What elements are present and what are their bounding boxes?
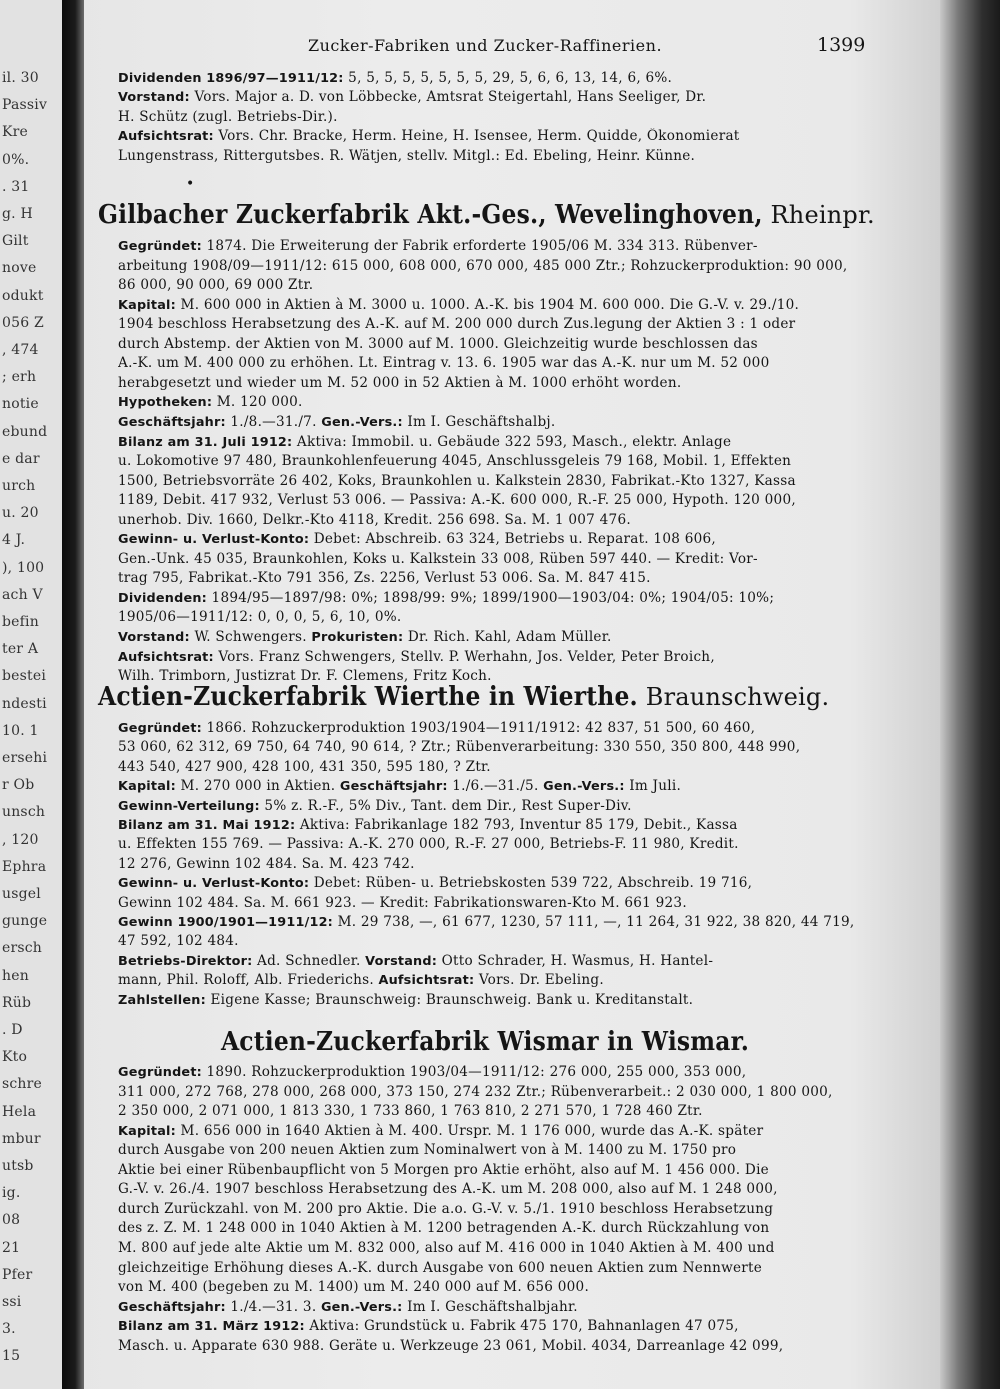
text-line bbox=[118, 336, 888, 353]
field-text: W. Schwengers. bbox=[189, 629, 312, 645]
field-label: Bilanz am 31. Mai 1912: bbox=[118, 818, 296, 833]
text-line bbox=[118, 590, 888, 607]
left-page-text-fragment: , 474 bbox=[2, 342, 39, 358]
field-text: 5, 5, 5, 5, 5, 5, 5, 5, 29, 5, 6, 6, 13, 14, 6, 6%. bbox=[343, 70, 673, 86]
left-page-text-fragment: ; erh bbox=[2, 369, 37, 386]
field-label: Prokuristen: bbox=[311, 630, 404, 645]
field-text: Vors. Major a. D. von Löbbecke, Amtsrat Steigertahl, Hans Seeliger, Dr. bbox=[189, 89, 707, 106]
field-label: Geschäftsjahr: bbox=[118, 1299, 226, 1315]
page-edge bbox=[940, 0, 1000, 1389]
field-text: 1890. Rohzuckerproduktion 1903/04—1911/12: 276 000, 255 000, 353 000, bbox=[201, 1064, 747, 1080]
field-text: 311 000, 272 768, 278 000, 268 000, 373 150, 274 232 Ztr.; Rübenverarbeit.: 2 030 000, 1 800 000, bbox=[118, 1083, 833, 1100]
field-text: 1189, Debit. 417 932, Verlust 53 006. — Passiva: A.-K. 600 000, R.-F. 25 000, Hypoth. 120 000, bbox=[118, 492, 796, 509]
field-text: M. 120 000. bbox=[212, 394, 303, 411]
field-label: Vorstand: bbox=[365, 953, 438, 969]
field-label: Vorstand: bbox=[118, 90, 190, 106]
field-label: Gegründet: bbox=[118, 239, 202, 254]
field-text: u. Effekten 155 769. — Passiva: A.-K. 270 000, R.-F. 27 000, Betriebs-F. 11 980, Kredit. bbox=[118, 836, 739, 853]
field-text: Debet: Rüben- u. Betriebskosten 539 722, Abschreib. 19 716, bbox=[309, 875, 753, 892]
left-page-text-fragment: ), 100 bbox=[2, 559, 45, 576]
field-text: herabgesetzt und wieder um M. 52 000 in 52 Aktien à M. 1000 erhöht worden. bbox=[118, 374, 682, 391]
field-label: Geschäftsjahr: bbox=[118, 414, 226, 430]
text-line bbox=[118, 1279, 888, 1296]
text-line bbox=[118, 972, 888, 989]
field-text: Ad. Schnedler. bbox=[252, 952, 366, 969]
page-number: 1399 bbox=[817, 34, 866, 56]
text-line bbox=[118, 1142, 888, 1159]
field-text: 1894/95—1897/98: 0%; 1898/99: 9%; 1899/1900—1903/04: 0%; 1904/05: 10%; bbox=[206, 589, 775, 606]
company-name: Actien-Zuckerfabrik Wismar in Wismar. bbox=[220, 1027, 750, 1057]
text-line bbox=[118, 297, 888, 314]
company-name: Gilbacher Zuckerfabrik Akt.-Ges., Wevelinghoven, bbox=[98, 200, 763, 230]
left-page-text-fragment: ersehi bbox=[2, 750, 48, 766]
field-text: 53 060, 62 312, 69 750, 64 740, 90 614, ? Ztr.; Rübenverarbeitung: 330 550, 350 800, 448 990, bbox=[118, 739, 801, 756]
text-line bbox=[118, 739, 888, 756]
field-text: durch Abstemp. der Aktien von M. 3000 auf M. 1000. Gleichzeitig wurde beschlossen das bbox=[118, 335, 758, 352]
left-page-text-fragment: g. H bbox=[2, 206, 33, 222]
field-text: Aktie bei einer Rübenbaupflicht von 5 Morgen pro Aktie erhöht, also auf M. 1 456 000. Die bbox=[118, 1161, 769, 1178]
field-text: Gewinn 102 484. Sa. M. 661 923. — Kredit: Fabrikationswaren-Kto M. 661 923. bbox=[118, 894, 687, 911]
left-page-text-fragment: Hela bbox=[2, 1103, 37, 1120]
text-line bbox=[118, 1123, 888, 1140]
left-page-text-fragment: usgel bbox=[2, 886, 41, 902]
text-line bbox=[118, 473, 888, 490]
left-page-text-fragment: 21 bbox=[2, 1239, 21, 1256]
left-page-text-fragment: urch bbox=[2, 478, 36, 494]
field-label: Gewinn- u. Verlust-Konto: bbox=[118, 876, 310, 892]
field-text: 12 276, Gewinn 102 484. Sa. M. 423 742. bbox=[118, 855, 415, 872]
left-page-text-fragment: ach V bbox=[2, 586, 43, 603]
left-page-text-fragment: bestei bbox=[2, 668, 47, 685]
field-text: 1866. Rohzuckerproduktion 1903/1904—1911/1912: 42 837, 51 500, 60 460, bbox=[201, 720, 756, 736]
field-text: durch Ausgabe von 200 neuen Aktien zum Nominalwert von à M. 1400 zu M. 1750 pro bbox=[118, 1142, 737, 1159]
field-text: trag 795, Fabrikat.-Kto 791 356, Zs. 2256, Verlust 53 006. Sa. M. 847 415. bbox=[118, 570, 651, 587]
field-label: Gen.-Vers.: bbox=[320, 1299, 403, 1315]
text-line bbox=[118, 355, 888, 372]
text-line bbox=[118, 875, 888, 892]
company-region: Rheinpr. bbox=[762, 201, 875, 229]
field-text: von M. 400 (begeben zu M. 1400) um M. 240 000 auf M. 656 000. bbox=[118, 1279, 590, 1296]
text-line bbox=[118, 798, 888, 815]
text-line bbox=[118, 1338, 888, 1355]
field-label: Kapital: bbox=[118, 1123, 176, 1139]
field-text: Im I. Geschäftshalbj. bbox=[402, 413, 556, 430]
field-text: Aktiva: Grundstück u. Fabrik 475 170, Bahnanlagen 47 075, bbox=[304, 1318, 739, 1335]
field-label: Gen.-Vers.: bbox=[543, 779, 625, 795]
left-page-text-fragment: . D bbox=[2, 1022, 23, 1038]
field-text: Debet: Abschreib. 63 324, Betriebs u. Reparat. 108 606, bbox=[309, 531, 716, 548]
field-text: G.-V. v. 26./4. 1907 beschloss Herabsetzung des A.-K. um M. 208 000, also auf M. 1 248 000, bbox=[118, 1181, 778, 1198]
left-page-text-fragment: e dar bbox=[2, 450, 40, 467]
field-text: 5% z. R.-F., 5% Div., Tant. dem Dir., Rest Super-Div. bbox=[259, 797, 632, 814]
field-text: M. 270 000 in Aktien. bbox=[175, 778, 340, 795]
field-text: 1904 beschloss Herabsetzung des A.-K. auf M. 200 000 durch Zus.legung der Aktien 3 : 1 oder bbox=[118, 316, 796, 333]
text-line bbox=[118, 109, 888, 126]
left-page-fragment bbox=[0, 0, 62, 1389]
field-text: Lungenstrass, Rittergutsbes. R. Wätjen, stellv. Mitgl.: Ed. Ebeling, Heinr. Künne. bbox=[118, 147, 696, 164]
left-page-text-fragment: 3. bbox=[2, 1321, 16, 1338]
text-line bbox=[118, 1084, 888, 1101]
field-text: Im Juli. bbox=[624, 778, 682, 795]
text-line bbox=[118, 1201, 888, 1218]
left-page-text-fragment: Kre bbox=[2, 124, 29, 141]
field-text: Vors. Chr. Bracke, Herm. Heine, H. Isensee, Herm. Quidde, Ökonomierat bbox=[213, 128, 740, 145]
field-text: u. Lokomotive 97 480, Braunkohlenfeuerung 4045, Anschlussgeleis 79 168, Mobil. 1, Effekten bbox=[118, 453, 792, 470]
field-label: Kapital: bbox=[118, 779, 176, 795]
text-line bbox=[118, 649, 888, 666]
field-text: 1./6.—31./5. bbox=[447, 778, 544, 795]
field-label: Betriebs-Direktor: bbox=[118, 953, 253, 969]
left-page-text-fragment: Rüb bbox=[2, 994, 32, 1011]
field-label: Gen.-Vers.: bbox=[321, 414, 403, 430]
text-line bbox=[118, 992, 888, 1009]
field-text: A.-K. um M. 400 000 zu erhöhen. Lt. Eintrag v. 13. 6. 1905 war das A.-K. nur um M. 52 000 bbox=[118, 355, 770, 372]
text-line bbox=[118, 1162, 888, 1179]
field-label: Geschäftsjahr: bbox=[339, 779, 448, 795]
field-label: Vorstand: bbox=[118, 630, 190, 645]
text-line bbox=[118, 1299, 888, 1316]
text-line bbox=[118, 414, 888, 431]
field-text: M. 800 auf jede alte Aktie um M. 832 000, also auf M. 416 000 in 1040 Aktien à M. 400 und bbox=[118, 1239, 775, 1256]
text-line bbox=[118, 914, 888, 931]
text-line bbox=[118, 1240, 888, 1257]
text-line bbox=[118, 1260, 888, 1277]
field-label: Aufsichtsrat: bbox=[118, 649, 214, 665]
field-text: Vors. Franz Schwengers, Stellv. P. Werhahn, Jos. Velder, Peter Broich, bbox=[213, 648, 715, 665]
text-line bbox=[118, 512, 888, 529]
left-page-text-fragment: mbur bbox=[2, 1130, 41, 1147]
field-text: Aktiva: Immobil. u. Gebäude 322 593, Masch., elektr. Anlage bbox=[292, 433, 732, 450]
text-line bbox=[118, 89, 888, 106]
title-gilbacher bbox=[98, 200, 898, 230]
field-text: Gen.-Unk. 45 035, Braunkohlen, Koks u. Kalkstein 33 008, Rüben 597 440. — Kredit: Vor- bbox=[118, 550, 758, 567]
text-line bbox=[118, 148, 888, 165]
field-text: unerhob. Div. 1660, Delkr.-Kto 4118, Kredit. 256 698. Sa. M. 1 007 476. bbox=[118, 511, 631, 528]
left-page-text-fragment: . 31 bbox=[2, 178, 30, 195]
text-line bbox=[118, 895, 888, 912]
book-gutter bbox=[62, 0, 84, 1389]
text-line bbox=[118, 531, 888, 548]
left-page-text-fragment: unsch bbox=[2, 804, 46, 821]
text-line bbox=[118, 434, 888, 451]
field-text: 47 592, 102 484. bbox=[118, 933, 239, 950]
running-title: Zucker-Fabriken und Zucker-Raffinerien. bbox=[307, 36, 663, 55]
left-page-text-fragment: 056 Z bbox=[2, 314, 44, 331]
field-text: Otto Schrader, H. Wasmus, H. Hantel- bbox=[437, 952, 714, 969]
text-line bbox=[118, 277, 888, 294]
text-line bbox=[118, 1103, 888, 1120]
text-line bbox=[118, 316, 888, 333]
text-line bbox=[118, 1064, 888, 1081]
text-line bbox=[118, 375, 888, 392]
field-text: Aktiva: Fabrikanlage 182 793, Inventur 85 179, Debit., Kassa bbox=[295, 817, 738, 833]
left-page-text-fragment: Passiv bbox=[2, 97, 48, 114]
field-text: Vors. Dr. Ebeling. bbox=[474, 972, 604, 989]
field-text: Eigene Kasse; Braunschweig: Braunschweig. Bank u. Kreditanstalt. bbox=[205, 991, 694, 1008]
text-line bbox=[118, 551, 888, 568]
field-text: Dr. Rich. Kahl, Adam Müller. bbox=[403, 629, 612, 645]
text-line bbox=[118, 70, 888, 87]
text-line bbox=[118, 258, 888, 275]
text-line bbox=[118, 720, 888, 737]
field-label: Gewinn- u. Verlust-Konto: bbox=[118, 532, 310, 548]
text-line bbox=[118, 238, 888, 255]
text-line bbox=[118, 953, 888, 970]
company-name: Actien-Zuckerfabrik Wierthe in Wierthe. bbox=[98, 682, 638, 712]
left-page-text-fragment: utsb bbox=[2, 1158, 34, 1174]
left-page-text-fragment: 08 bbox=[2, 1212, 21, 1229]
text-line bbox=[118, 856, 888, 873]
text-line bbox=[118, 128, 888, 145]
left-page-text-fragment: gunge bbox=[2, 913, 48, 930]
left-page-text-fragment: ssi bbox=[2, 1294, 22, 1310]
left-page-text-fragment: Kto bbox=[2, 1049, 28, 1066]
field-text: 86 000, 90 000, 69 000 Ztr. bbox=[118, 277, 314, 294]
field-label: Gegründet: bbox=[118, 1065, 202, 1080]
field-text: 1905/06—1911/12: 0, 0, 0, 5, 6, 10, 0%. bbox=[118, 609, 402, 626]
text-line bbox=[118, 933, 888, 950]
field-text: H. Schütz (zugl. Betriebs-Dir.). bbox=[118, 108, 338, 125]
left-page-text-fragment: ter A bbox=[2, 641, 39, 658]
text-line bbox=[118, 1220, 888, 1237]
text-line bbox=[118, 778, 888, 795]
field-label: Aufsichtsrat: bbox=[118, 129, 214, 145]
left-page-text-fragment: ig. bbox=[2, 1185, 21, 1202]
text-line bbox=[118, 1318, 888, 1335]
company-region: Braunschweig. bbox=[637, 683, 830, 711]
field-label: Bilanz am 31. Juli 1912: bbox=[118, 434, 293, 450]
field-text: Im I. Geschäftshalbjahr. bbox=[402, 1298, 578, 1315]
field-text: 1874. Die Erweiterung der Fabrik erforderte 1905/06 M. 334 313. Rübenver- bbox=[201, 238, 758, 254]
field-label: Gewinn 1900/1901—1911/12: bbox=[118, 915, 333, 930]
field-text: M. 600 000 in Aktien à M. 3000 u. 1000. A.-K. bis 1904 M. 600 000. Die G.-V. v. 29./10. bbox=[175, 296, 800, 313]
left-page-text-fragment: odukt bbox=[2, 287, 44, 304]
field-label: Bilanz am 31. März 1912: bbox=[118, 1319, 305, 1335]
field-label: Hypotheken: bbox=[118, 395, 213, 411]
left-page-text-fragment: Gilt bbox=[2, 233, 29, 250]
text-line bbox=[118, 453, 888, 470]
left-page-text-fragment: ebund bbox=[2, 423, 48, 440]
field-label: Dividenden: bbox=[118, 590, 207, 606]
left-page-text-fragment: nove bbox=[2, 260, 37, 277]
field-text: durch Zurückzahl. von M. 200 pro Aktie. Die a.o. G.-V. v. 5./1. 1910 beschloss Herabsetzung bbox=[118, 1200, 774, 1217]
text-line bbox=[118, 629, 888, 646]
field-label: Aufsichtsrat: bbox=[378, 973, 475, 989]
text-line bbox=[118, 1181, 888, 1198]
field-text: des z. Z. M. 1 248 000 in 1040 Aktien à M. 1200 betragenden A.-K. durch Rückzahlung von bbox=[118, 1220, 770, 1237]
separator-dot: • bbox=[186, 176, 195, 192]
left-page-text-fragment: befin bbox=[2, 614, 39, 630]
field-text: M. 656 000 in 1640 Aktien à M. 400. Urspr. M. 1 176 000, wurde das A.-K. später bbox=[175, 1122, 764, 1139]
field-text: 2 350 000, 2 071 000, 1 813 330, 1 733 860, 1 763 810, 2 271 570, 1 728 460 Ztr. bbox=[118, 1103, 703, 1120]
left-page-text-fragment: Pfer bbox=[2, 1266, 33, 1283]
field-text: Wilh. Trimborn, Justizrat Dr. F. Clemens, Fritz Koch. bbox=[118, 668, 492, 685]
page-content bbox=[90, 0, 942, 1389]
left-page-text-fragment: r Ob bbox=[2, 777, 35, 794]
field-text: Masch. u. Apparate 630 988. Geräte u. Werkzeuge 23 061, Mobil. 4034, Darreanlage 42 099, bbox=[118, 1337, 784, 1354]
field-text: M. 29 738, —, 61 677, 1230, 57 111, —, 11 264, 31 922, 38 820, 44 719, bbox=[333, 914, 855, 930]
left-page-text-fragment: ersch bbox=[2, 940, 43, 957]
left-page-text-fragment: 15 bbox=[2, 1348, 21, 1365]
field-label: Zahlstellen: bbox=[118, 992, 206, 1008]
left-page-text-fragment: 0%. bbox=[2, 151, 30, 168]
text-line bbox=[118, 759, 888, 776]
text-line bbox=[118, 492, 888, 509]
left-page-text-fragment: Ephra bbox=[2, 858, 47, 875]
text-line bbox=[118, 394, 888, 411]
field-text: arbeitung 1908/09—1911/12: 615 000, 608 000, 670 000, 485 000 Ztr.; Rohzuckerproduktion: 90 000, bbox=[118, 257, 848, 274]
field-label: Gegründet: bbox=[118, 721, 202, 736]
field-label: Gewinn-Verteilung: bbox=[118, 798, 260, 814]
left-page-text-fragment: schre bbox=[2, 1076, 43, 1093]
left-page-text-fragment: ndesti bbox=[2, 695, 47, 712]
left-page-text-fragment: u. 20 bbox=[2, 505, 39, 522]
text-line bbox=[118, 817, 888, 834]
field-text: 443 540, 427 900, 428 100, 431 350, 595 180, ? Ztr. bbox=[118, 758, 491, 775]
field-text: 1500, Betriebsvorräte 26 402, Koks, Braunkohlen u. Kalkstein 2830, Fabrikat.-Kto 1327, Kassa bbox=[118, 472, 796, 489]
field-label: Dividenden 1896/97—1911/12: bbox=[118, 71, 344, 86]
field-text: mann, Phil. Roloff, Alb. Friederichs. bbox=[118, 972, 379, 989]
title-wierthe bbox=[98, 682, 898, 712]
left-page-text-fragment: 4 J. bbox=[2, 532, 26, 549]
title-wismar bbox=[90, 1027, 880, 1057]
field-text: 1./8.—31./7. bbox=[225, 413, 322, 430]
field-text: gleichzeitige Erhöhung dieses A.-K. durch Ausgabe von 600 neuen Aktien zum Nennwerte bbox=[118, 1259, 763, 1276]
field-label: Kapital: bbox=[118, 297, 176, 313]
left-page-text-fragment: il. 30 bbox=[2, 70, 39, 86]
field-text: 1./4.—31. 3. bbox=[225, 1298, 321, 1315]
left-page-text-fragment: 10. 1 bbox=[2, 722, 39, 739]
text-line bbox=[118, 570, 888, 587]
left-page-text-fragment: notie bbox=[2, 396, 39, 413]
text-line bbox=[118, 609, 888, 626]
text-line bbox=[118, 836, 888, 853]
left-page-text-fragment: , 120 bbox=[2, 831, 39, 848]
left-page-text-fragment: hen bbox=[2, 967, 29, 984]
